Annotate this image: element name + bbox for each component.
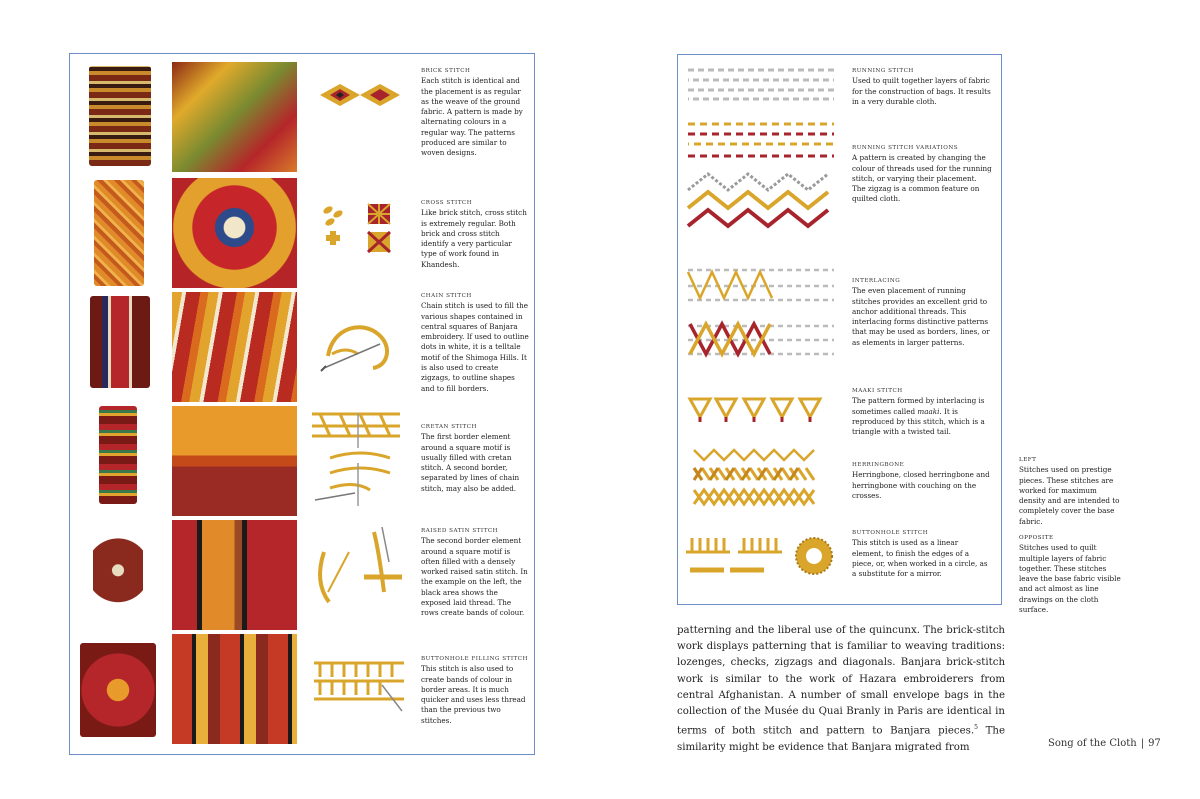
textile-photo-chain: [90, 296, 150, 388]
footer-separator: |: [1140, 738, 1145, 749]
entry-chain-stitch: [421, 291, 529, 394]
sidenote-body: Stitches used to quilt multiple layers of fabric together. These stitches leave the base fabric visible and act almost as line drawings on the cloth surface.: [1019, 543, 1121, 615]
entry-body: This stitch is also used to create bands of colour in border areas. It is much quicker and uses less thread than the previous two stitches.: [421, 664, 526, 725]
detail-photo-brick: [172, 62, 297, 172]
entry-heading: RUNNING STITCH: [852, 68, 914, 74]
entry-running-stitch-variations: [852, 143, 992, 205]
textile-photo-brick: [89, 66, 151, 166]
body-text: [677, 623, 1005, 756]
entry-heading: RAISED SATIN STITCH: [421, 528, 498, 534]
brick-stitch-diagram: [318, 80, 403, 110]
entry-buttonhole-stitch: [852, 528, 992, 579]
running-stitch-diagram: [686, 64, 836, 104]
detail-photo-buttonhole-filling: [172, 634, 297, 744]
textile-photo-raised-satin: [93, 528, 143, 622]
sidenote-opposite: [1019, 533, 1124, 615]
buttonhole-stitch-diagram: [684, 532, 836, 582]
herringbone-diagram: [690, 446, 830, 508]
sidenote-heading: LEFT: [1019, 457, 1037, 463]
entry-body-term: maaki: [917, 406, 940, 416]
entry-heading: CHAIN STITCH: [421, 293, 472, 299]
entry-running-stitch: [852, 66, 992, 107]
entry-raised-satin-stitch: [421, 526, 529, 619]
entry-heading: BRICK STITCH: [421, 68, 471, 74]
entry-heading: HERRINGBONE: [852, 462, 905, 468]
textile-photo-cross: [94, 180, 144, 286]
running-stitch-variations-diagram: [686, 118, 836, 248]
entry-heading: CROSS STITCH: [421, 200, 473, 206]
maaki-stitch-diagram: [686, 395, 836, 423]
entry-heading: BUTTONHOLE STITCH: [852, 530, 929, 536]
entry-heading: MAAKI STITCH: [852, 388, 903, 394]
entry-body: The second border element around a square motif is often filled with a densely worked raised satin stitch. In the example on the left, the black area shows the exposed laid thread. The rows create bands of colour.: [421, 536, 528, 618]
cross-stitch-diagram: [318, 200, 398, 260]
page-number: 97: [1148, 738, 1161, 749]
body-text-main: patterning and the liberal use of the quincunx. The brick-stitch work displays patterning that is familiar to weaving traditions: lozenges, checks, zigzags and diagonals. Banjara brick-stitch work is similar to the work of Hazara embroiderers from central Afghanistan. A number of small envelope bags in the collection of the Musée du Quai Branly in Paris are identical in terms of both stitch and pattern to Banjara pieces.: [677, 625, 1005, 737]
sidenote-left: [1019, 455, 1124, 527]
sidenote-body: Stitches used on prestige pieces. These stitches are worked for maximum density and are intended to completely cover the base fabric.: [1019, 465, 1120, 526]
entry-body: Like brick stitch, cross stitch is extremely regular. Both brick and cross stitch identify a very particular type of work found in Khandesh.: [421, 208, 527, 269]
entry-body: Used to quilt together layers of fabric for the construction of bags. It results in a very durable cloth.: [852, 76, 991, 106]
entry-heading: RUNNING STITCH VARIATIONS: [852, 145, 959, 151]
chain-stitch-diagram: [318, 316, 403, 376]
entry-maaki-stitch: [852, 386, 992, 437]
entry-body-post: . It is reproduced by this stitch, which is a triangle with a twisted tail.: [852, 406, 985, 437]
entry-body: Each stitch is identical and the placement is as regular as the weave of the ground fabric. A pattern is made by alternating colours in a regular way. The patterns produced are similar to woven designs.: [421, 76, 523, 158]
buttonhole-filling-stitch-diagram: [312, 655, 407, 715]
running-title: Song of the Cloth: [1048, 738, 1137, 749]
entry-body-pre: The pattern formed by interlacing is sometimes called: [852, 396, 985, 416]
detail-photo-raised-satin: [172, 520, 297, 630]
entry-heading: INTERLACING: [852, 278, 901, 284]
entry-body: [852, 396, 992, 437]
cretan-stitch-diagram: [310, 408, 405, 508]
footnote-ref: 5: [974, 724, 978, 732]
entry-cretan-stitch: [421, 422, 529, 494]
body-text-end: The similarity might be evidence that Banjara migrated from: [677, 725, 1005, 753]
textile-photo-cretan: [99, 406, 137, 504]
page-footer: [1048, 738, 1161, 749]
entry-body: The even placement of running stitches provides an excellent grid to anchor additional threads. This interlacing forms distinctive patterns that may be used as borders, lines, or as elements in larger patterns.: [852, 286, 990, 347]
entry-body: This stitch is used as a linear element, to finish the edges of a piece, or, when worked in a circle, as a substitute for a mirror.: [852, 538, 988, 579]
detail-photo-cross: [172, 178, 297, 288]
detail-photo-chain: [172, 292, 297, 402]
entry-body: Herringbone, closed herringbone and herringbone with couching on the crosses.: [852, 470, 990, 500]
raised-satin-stitch-diagram: [304, 522, 404, 610]
entry-brick-stitch: [421, 66, 529, 159]
entry-body: A pattern is created by changing the colour of threads used for the running stitch, or varying their placement. The zigzag is a common feature on quilted cloth.: [852, 153, 992, 204]
entry-cross-stitch: [421, 198, 529, 270]
entry-heading: CRETAN STITCH: [421, 424, 477, 430]
interlacing-diagram: [686, 264, 836, 362]
textile-photo-buttonhole-filling: [80, 643, 156, 737]
sidenote-heading: OPPOSITE: [1019, 535, 1054, 541]
entry-herringbone: [852, 460, 992, 501]
entry-heading: BUTTONHOLE FILLING STITCH: [421, 656, 528, 662]
entry-buttonhole-filling-stitch: [421, 654, 529, 726]
entry-body: Chain stitch is used to fill the various shapes contained in central squares of Banjara embroidery. If used to outline dots in white, it is a telltale motif of the Shimoga Hills. It is also used to create zigzags, to outline shapes and to fill borders.: [421, 301, 529, 393]
entry-interlacing: [852, 276, 992, 348]
detail-photo-cretan: [172, 406, 297, 516]
entry-body: The first border element around a square motif is usually filled with cretan stitch. A second border, separated by lines of chain stitch, may also be added.: [421, 432, 520, 493]
